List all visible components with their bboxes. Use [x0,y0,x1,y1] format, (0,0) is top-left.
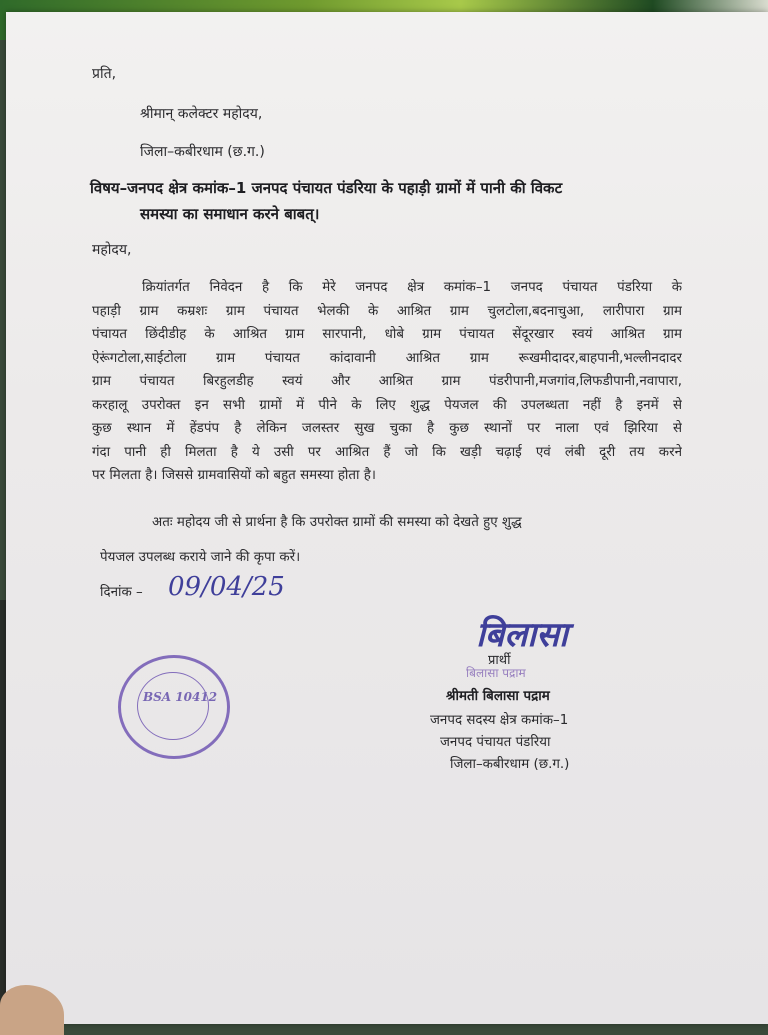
date-label: दिनांक – [100,585,143,600]
subject-line-1: विषय–जनपद क्षेत्र कमांक–1 जनपद पंचायत पंडरिया के पहाड़ी ग्रामों में पानी की विकट [90,179,563,197]
member-line: जनपद सदस्य क्षेत्र कमांक–1 [430,713,569,728]
body-line: क्रियांतर्गत निवेदन है कि मेरे जनपद क्षेत्र कमांक–1 जनपद पंचायत पंडरिया के [142,280,682,295]
body-line: ऐरूंगटोला,साईटोला ग्राम पंचायत कांदावानी आश्रित ग्राम रूखमीदादर,बाहपानी,भल्लीनदादर [92,350,682,366]
office-seal-inner-ring [137,672,209,740]
name-stamp: बिलासा पद्राम [466,666,526,680]
date-handwritten: 09/04/25 [168,572,285,602]
addressee: श्रीमान् कलेक्टर महोदय, [140,106,263,122]
body-line: पर मिलता है। जिससे ग्रामवासियों को बहुत समस्या होता है। [92,468,376,483]
addressee-district: जिला–कबीरधाम (छ.ग.) [140,144,265,160]
handwritten-signature: बिलासा [476,615,568,655]
request-line-1: अतः महोदय जी से प्रार्थना है कि उपरोक्त ग्रामों की समस्या को देखते हुए शुद्ध [152,515,522,530]
janpad-line: जनपद पंचायत पंडरिया [440,735,551,750]
body-line: गंदा पानी ही मिलता है ये उसी पर आश्रित हैं जो कि खड़ी चढ़ाई एवं लंबी दूरी तय करने [92,444,682,460]
letter-page [6,12,768,1024]
office-seal [118,655,230,759]
body-line: पंचायत छिंदीडीह के आश्रित ग्राम सारपानी, धोबे ग्राम पंचायत सेंदूरखार स्वयं आश्रित ग्राम [92,327,682,342]
office-seal-text: BSA 10412 [143,690,218,704]
signature-district: जिला–कबीरधाम (छ.ग.) [450,757,570,772]
body-line: पहाड़ी ग्राम कम्रशः ग्राम पंचायत भेलकी के आश्रित ग्राम चुलटोला,बदनाचुआ, लारीपारा ग्राम [92,303,682,319]
greeting: महोदय, [92,242,132,258]
letter-body [92,276,682,488]
applicant-label: प्रार्थी [488,653,511,668]
salutation-to: प्रति, [92,66,117,82]
body-line: ग्राम पंचायत बिरहुलडीह स्वयं और आश्रित ग्राम पंडरीपानी,मजगांव,लिफडीपानी,नवापारा, [92,374,682,389]
applicant-name: श्रीमती बिलासा पद्राम [446,689,550,704]
request-line-2: पेयजल उपलब्ध कराये जाने की कृपा करें। [100,550,301,565]
body-line: कुछ स्थान में हेंडपंप है लेकिन जलस्तर सुख चुका है कुछ स्थानों पर नाला एवं झिरिया से [92,421,682,436]
body-line: करहालू उपरोक्त इन सभी ग्रामों में पीने के लिए शुद्ध पेयजल की उपलब्धता नहीं है इनमें से [92,397,682,413]
subject-line-2: समस्या का समाधान करने बाबत्। [140,205,320,223]
